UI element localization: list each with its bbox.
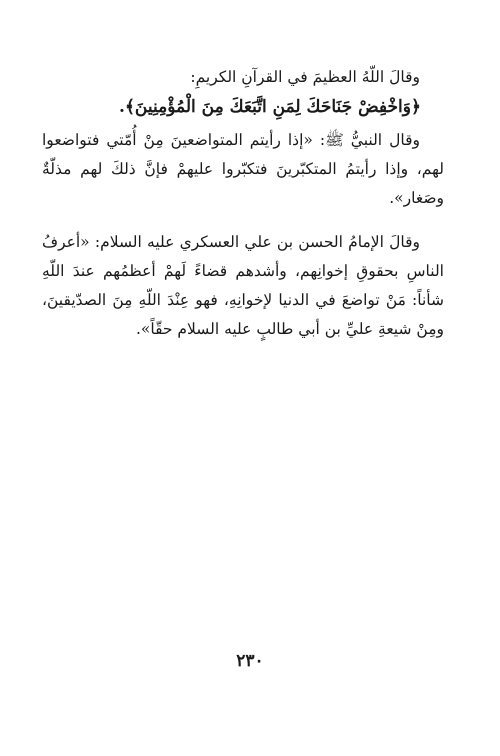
hadith-imam-askari: وقالَ الإمامُ الحسن بن علي العسكري عليه السلام: «أعرفُ الناسِ بحقوقِ إخوانِهم، وأشدهم قضاءً لَهمْ أعظمُهم عندَ اللّهِ شأناً: مَنْ تواضعَ في الدنيا لإخوانِهِ، فهو عِنْدَ اللّهِ مِنَ الصدّيقينَ، ومِنْ شيعةِ عليِّ بن أبي طالبٍ عليه السلام حقّاً». [42, 233, 444, 338]
page-number: ٢٣٠ [236, 651, 264, 671]
quran-verse: ﴿وَاخْفِضْ جَنَاحَكَ لِمَنِ اتَّبَعَكَ مِنَ الْمُؤْمِنِينَ﴾. [119, 97, 421, 117]
intro-line: وقالَ اللّهُ العظيمَ في القرآنِ الكريمِ: [190, 68, 420, 86]
hadith-prophet: وقال النبيُّ ﷺ: «إذا رأيتم المتواضعينَ مِنْ أُمّتي فتواضعوا لهم، وإذا رأيتمُ المتكبّرينَ فتكبّروا عليهمْ فإنَّ ذلكَ لهم مذلّةٌ وصَغار». [42, 131, 444, 207]
